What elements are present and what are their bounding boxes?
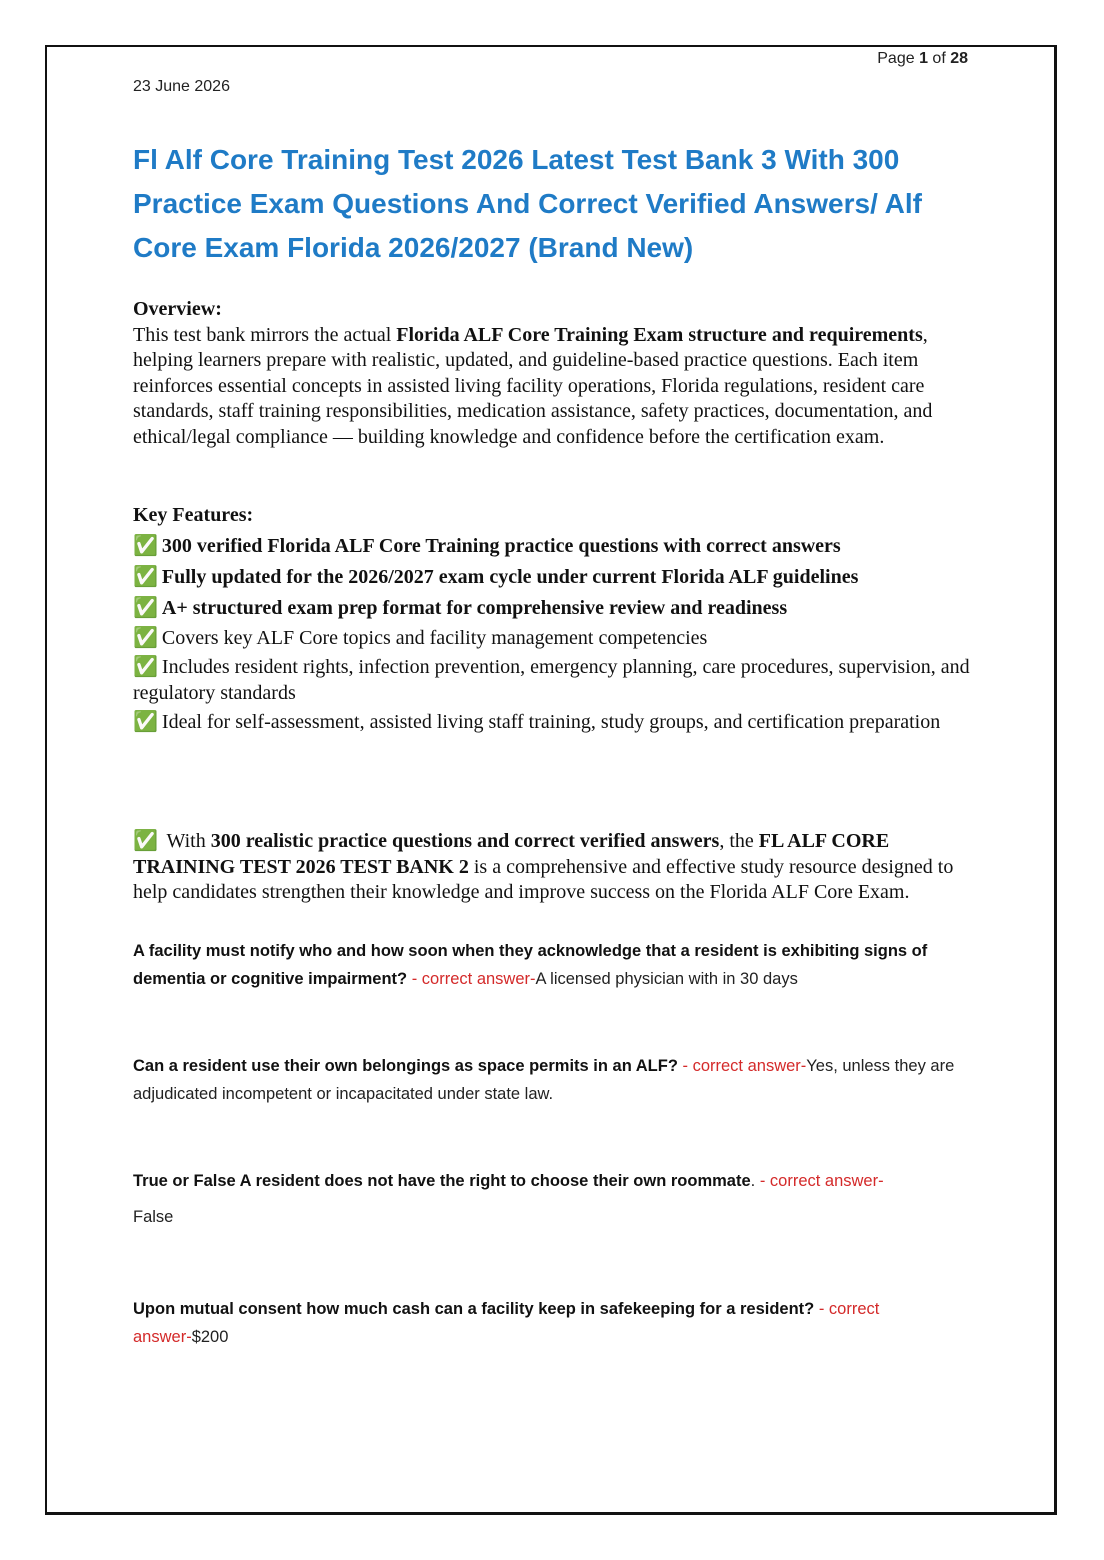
key-features-section	[133, 501, 973, 735]
document-page	[45, 45, 1057, 1515]
closing-text-3: is a comprehensive and effective study resource designed to help candidates strengthen their knowledge and improve success on the Florida ALF Core Exam.	[133, 855, 954, 903]
overview-text-2: , helping learners prepare with realistic, updated, and guideline-based practice questions. Each item reinforces essential concepts in assisted living facility operations, Florida regulations, resident care standards, staff training responsibilities, medication assistance, safety practices, documentation, and ethical/legal compliance — building knowledge and confidence before the certification exam.	[133, 323, 933, 448]
check-icon: ✅	[133, 656, 158, 678]
qa-item	[133, 1295, 978, 1351]
correct-answer-label: - correct answer-	[407, 970, 536, 988]
check-icon: ✅	[133, 711, 158, 733]
feature-text: Fully updated for the 2026/2027 exam cycle under current Florida ALF guidelines	[161, 566, 859, 588]
feature-item	[133, 625, 973, 651]
question-punct: .	[750, 1172, 756, 1190]
overview-section	[133, 297, 973, 450]
check-icon: ✅	[133, 597, 158, 619]
key-features-heading: Key Features:	[133, 504, 254, 526]
closing-text-2: , the	[719, 830, 759, 852]
feature-item	[133, 532, 973, 560]
feature-item	[133, 654, 973, 706]
question-text: A facility must notify who and how soon when they acknowledge that a resident is exhibiting signs of dementia or cognitive impairment?	[133, 942, 928, 988]
closing-paragraph	[133, 829, 973, 906]
document-date: 23 June 2026	[133, 78, 230, 95]
correct-answer-label: - correct answer-	[755, 1172, 884, 1190]
qa-item	[133, 1052, 978, 1108]
overview-paragraph	[133, 323, 973, 451]
question-text: True or False A resident does not have the right to choose their own roommate	[133, 1172, 751, 1190]
feature-text: 300 verified Florida ALF Core Training practice questions with correct answers	[161, 535, 841, 557]
answer-text: Yes, unless they are adjudicated incompetent or incapacitated under state law.	[133, 1057, 955, 1103]
question-text: Can a resident use their own belongings as space permits in an ALF?	[133, 1057, 678, 1075]
feature-text: A+ structured exam prep format for comprehensive review and readiness	[161, 597, 788, 619]
answer-text: $200	[191, 1328, 229, 1346]
overview-bold-1: Florida ALF Core Training Exam structure and requirements	[396, 323, 923, 346]
page-total: 28	[950, 50, 968, 67]
check-icon: ✅	[133, 535, 158, 557]
feature-text: Includes resident rights, infection prevention, emergency planning, care procedures, supervision, and regulatory standards	[133, 656, 970, 704]
closing-text-1: With	[161, 830, 211, 852]
feature-item	[133, 594, 973, 622]
feature-item	[133, 709, 973, 735]
qa-item	[133, 937, 978, 993]
closing-bold-2: FL ALF CORE TRAINING TEST 2026 TEST BANK 2	[133, 830, 890, 878]
closing-bold-1: 300 realistic practice questions and correct verified answers	[210, 830, 720, 852]
feature-item	[133, 563, 973, 591]
answer-text: A licensed physician with in 30 days	[535, 970, 798, 988]
answer-text: False	[133, 1208, 174, 1226]
question-text: Upon mutual consent how much cash can a facility keep in safekeeping for a resident?	[133, 1300, 815, 1318]
correct-answer-label: - correct answer-	[133, 1300, 880, 1346]
overview-heading: Overview:	[133, 298, 222, 320]
page-of: of	[927, 50, 951, 67]
overview-text-1: This test bank mirrors the actual	[133, 323, 397, 346]
feature-text: Ideal for self-assessment, assisted living staff training, study groups, and certification preparation	[161, 711, 941, 733]
page-prefix: Page	[877, 50, 920, 67]
correct-answer-label: - correct answer-	[677, 1057, 807, 1075]
page-number	[877, 50, 968, 68]
check-icon: ✅	[133, 830, 158, 852]
check-icon: ✅	[133, 566, 158, 588]
document-title: Fl Alf Core Training Test 2026 Latest Test Bank 3 With 300 Practice Exam Questions And Correct Verified Answers/ Alf Core Exam Florida 2026/2027 (Brand New)	[133, 144, 922, 263]
qa-item	[133, 1167, 978, 1231]
feature-text: Covers key ALF Core topics and facility management competencies	[161, 627, 708, 649]
check-icon: ✅	[133, 627, 158, 649]
page-current: 1	[919, 50, 928, 67]
